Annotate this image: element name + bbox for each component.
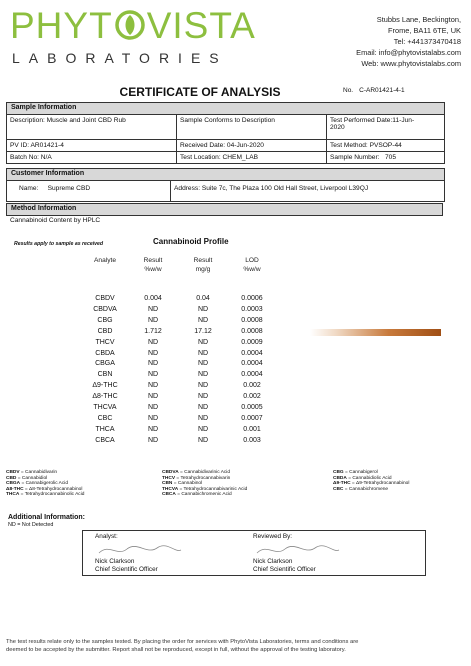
header-result-pct (131, 256, 175, 274)
cell-analyte: CBDVA (93, 305, 117, 313)
abbreviation-value: = Δ8-Tetrahydrocannabinol (23, 486, 83, 492)
footer-line: The test results relate only to the samples tested. By placing the order for services with PhytoVista Laboratories, terms and conditions are (6, 639, 359, 645)
cell-mg: ND (197, 338, 209, 346)
address-line: Stubbs Lane, Beckington, (376, 15, 461, 24)
company-logo (10, 5, 256, 70)
abbreviation-value: = Tetrahydrocannabivarinic Acid (178, 486, 248, 492)
abbreviation-value: = Cannabichromene (343, 486, 389, 492)
cell-mg: ND (197, 436, 209, 444)
additional-information-text: ND = Not Detected (8, 522, 54, 528)
customer-name (7, 181, 171, 201)
table-row (0, 339, 471, 350)
abbreviation-value: = Cannabidiolic Acid (346, 475, 392, 481)
sample-information-section (6, 102, 445, 164)
test-method: Test Method: PVSOP-44 (327, 139, 445, 151)
reviewer-title: Chief Scientific Officer (253, 566, 316, 573)
cell-mg: 0.04 (196, 295, 210, 302)
certificate-number-value: C-AR01421-4-1 (359, 87, 405, 94)
cell-lod: 0.0004 (241, 349, 263, 357)
cell-pct: ND (147, 360, 159, 368)
abbreviation-value: = Cannabidiol (16, 475, 48, 481)
header-lod (230, 256, 274, 274)
cell-pct: ND (147, 316, 159, 324)
address-email: Email: info@phytovistalabs.com (356, 48, 461, 57)
cell-mg: ND (197, 382, 209, 390)
reviewer-signature (253, 541, 343, 559)
cell-mg: ND (197, 349, 209, 357)
abbreviation-key: Δ8-THC (6, 486, 24, 492)
cell-analyte: Δ9-THC (92, 382, 118, 390)
logo-leaf-icon (113, 8, 147, 38)
analyst-label: Analyst: (95, 533, 118, 540)
abbreviation-key: CBGA (6, 481, 21, 487)
header-analyte: Analyte (94, 257, 116, 264)
cell-mg: ND (197, 425, 209, 433)
address-line: Frome, BA11 6TE, UK (388, 26, 461, 35)
logo-name-part1: PHYT (10, 5, 113, 46)
cell-analyte: CBD (97, 327, 113, 335)
cell-lod: 0.0008 (241, 327, 263, 335)
cell-analyte: Δ8-THC (92, 393, 118, 401)
test-performed-date (327, 115, 445, 139)
abbreviation-entry (333, 487, 467, 493)
test-date-year: 2020 (330, 124, 345, 131)
test-date-label: Test Performed Date:11-Jun- (330, 117, 415, 124)
abbreviation-entry (162, 492, 322, 498)
abbreviation-key: THCVA (162, 486, 179, 492)
cell-analyte: CBN (97, 371, 113, 379)
table-row (0, 437, 471, 448)
table-row (0, 415, 471, 426)
header-result-pct-label: Result (143, 257, 163, 264)
cell-mg: ND (197, 316, 209, 324)
customer-information-section (6, 168, 445, 202)
table-row (0, 426, 471, 437)
header-result-pct-unit: %w/w (144, 266, 162, 273)
abbreviations-col2 (162, 470, 322, 498)
cell-pct: 1.712 (144, 327, 162, 335)
abbreviation-key: CBD (6, 475, 17, 481)
company-address (356, 14, 461, 69)
cell-pct: ND (147, 382, 159, 390)
cell-lod: 0.0008 (241, 316, 263, 324)
abbreviation-key: THCA (6, 492, 20, 498)
table-row (0, 317, 471, 328)
received-date: Received Date: 04-Jun-2020 (177, 139, 327, 151)
abbreviation-entry (6, 492, 156, 498)
abbreviations-col1 (6, 470, 156, 498)
table-row (0, 393, 471, 404)
address-line: Tel: +441373470418 (393, 37, 461, 46)
cell-analyte: CBGA (95, 360, 115, 368)
additional-information-heading: Additional Information: (8, 514, 85, 521)
test-location: Test Location: CHEM_LAB (177, 151, 327, 163)
logo-name-part2: VISTA (146, 5, 256, 46)
analyst-name: Nick Clarkson (95, 558, 135, 565)
cell-analyte: CBDV (95, 295, 115, 302)
abbreviation-value: = Cannabinol (172, 481, 203, 487)
cell-lod: 0.003 (243, 436, 261, 444)
header-result-mg-label: Result (193, 257, 213, 264)
abbreviation-value: = Cannabidivarinic Acid (178, 470, 231, 475)
footer-disclaimer (6, 638, 466, 654)
cell-lod: 0.0005 (241, 404, 263, 411)
cell-mg: ND (197, 404, 209, 411)
cell-pct: ND (147, 338, 159, 346)
customer-address: Address: Suite 7c, The Plaza 100 Old Hall Street, Liverpool L39QJ (174, 185, 369, 192)
signature-block (82, 530, 426, 576)
abbreviation-key: CBDVA (162, 470, 179, 475)
abbreviation-value: = Δ9-Tetrahydrocannabinol (350, 481, 410, 487)
cell-pct: ND (147, 305, 159, 313)
customer-name-label: Name: (19, 185, 39, 192)
address-web: Web: www.phytovistalabs.com (361, 59, 461, 68)
cell-pct: ND (147, 414, 159, 422)
cell-pct: ND (147, 404, 159, 411)
certificate-number-label: No. (343, 87, 354, 94)
cell-mg: ND (197, 371, 209, 379)
method-information-text: Cannabinoid Content by HPLC (10, 217, 101, 224)
abbreviation-value: = Cannabichromenic Acid (175, 492, 232, 498)
table-row (0, 350, 471, 361)
abbreviation-value: = Cannabidivarin (19, 470, 58, 475)
sample-information-heading: Sample Information (7, 103, 444, 115)
abbreviation-value: = Cannabigerol (343, 470, 378, 475)
cell-analyte: CBG (97, 316, 113, 324)
cell-analyte: THCV (95, 338, 115, 346)
table-row (0, 295, 471, 306)
abbreviation-key: CBCA (162, 492, 176, 498)
abbreviation-value: = Tetrahydrocannabinolic Acid (19, 492, 85, 498)
abbreviation-key: THCV (162, 475, 176, 481)
cell-analyte: THCA (95, 425, 115, 433)
cell-lod: 0.002 (243, 382, 261, 390)
method-information-heading: Method Information (6, 204, 443, 216)
header-result-mg (181, 256, 225, 274)
table-row (0, 360, 471, 371)
table-row (0, 371, 471, 382)
table-row (0, 382, 471, 393)
batch-number: Batch No: N/A (7, 151, 177, 163)
header-result-mg-unit: mg/g (195, 266, 211, 273)
table-row (0, 306, 471, 317)
cell-pct: ND (147, 371, 159, 379)
cell-lod: 0.0003 (241, 305, 263, 313)
cell-pct: ND (147, 436, 159, 444)
cell-lod: 0.001 (243, 425, 261, 433)
analyst-title: Chief Scientific Officer (95, 566, 158, 573)
cell-lod: 0.0009 (241, 338, 263, 346)
cell-analyte: CBC (97, 414, 113, 422)
cell-analyte: CBCA (95, 436, 115, 444)
cell-mg: ND (197, 414, 209, 422)
decorative-gradient-bar (310, 329, 441, 336)
cell-mg: ND (197, 360, 209, 368)
certificate-number (343, 87, 405, 94)
cell-pct: ND (147, 393, 159, 401)
abbreviation-key: CBDA (333, 475, 347, 481)
pv-id: PV ID: AR01421-4 (7, 139, 177, 151)
sample-conforms: Sample Conforms to Description (177, 115, 327, 139)
customer-information-heading: Customer Information (7, 169, 444, 181)
header-lod-label: LOD (245, 257, 259, 264)
cell-lod: 0.002 (243, 393, 261, 401)
sample-number-label: Sample Number: (330, 153, 380, 161)
method-information-section (6, 203, 443, 225)
cannabinoid-profile-title: Cannabinoid Profile (153, 237, 229, 246)
abbreviation-key: Δ9-THC (333, 481, 351, 487)
analyst-signature (95, 541, 185, 559)
abbreviation-key: CBC (333, 486, 344, 492)
abbreviation-key: CBG (333, 470, 344, 475)
sample-information-table (7, 115, 444, 163)
customer-name-value: Supreme CBD (47, 185, 91, 192)
cell-pct: ND (147, 349, 159, 357)
header-lod-unit: %w/w (243, 266, 261, 273)
abbreviation-key: CBDV (6, 470, 20, 475)
abbreviations-col3 (333, 470, 467, 492)
reviewer-label: Reviewed By: (253, 533, 293, 540)
cell-pct: ND (147, 425, 159, 433)
reviewer-name: Nick Clarkson (253, 558, 293, 565)
cell-pct: 0.004 (144, 295, 162, 302)
cell-lod: 0.0006 (241, 295, 263, 302)
cell-lod: 0.0007 (241, 414, 263, 422)
cell-analyte: THCVA (93, 404, 117, 411)
sample-number-value: 705 (384, 153, 396, 161)
footer-line: deemed to be accepted by the submitter. Report shall not be reproduced, except in full, without the approval of the testing laboratory. (6, 647, 346, 653)
document-title: CERTIFICATE OF ANALYSIS (119, 85, 281, 99)
abbreviation-value: = Tetrahydrocannabivarin (175, 475, 231, 481)
cell-mg: ND (197, 393, 209, 401)
table-row (0, 404, 471, 415)
logo-tagline: LABORATORIES (12, 50, 228, 66)
sample-description: Description: Muscle and Joint CBD Rub (7, 115, 177, 139)
results-note: Results apply to sample as received (14, 241, 104, 247)
cell-lod: 0.0004 (241, 371, 263, 379)
cell-lod: 0.0004 (241, 360, 263, 368)
sample-number (327, 151, 445, 163)
cell-analyte: CBDA (95, 349, 115, 357)
cell-mg: ND (197, 305, 209, 313)
cell-mg: 17.12 (194, 327, 212, 335)
abbreviation-key: CBN (162, 481, 173, 487)
abbreviation-value: = Cannabigerolic Acid (20, 481, 68, 487)
